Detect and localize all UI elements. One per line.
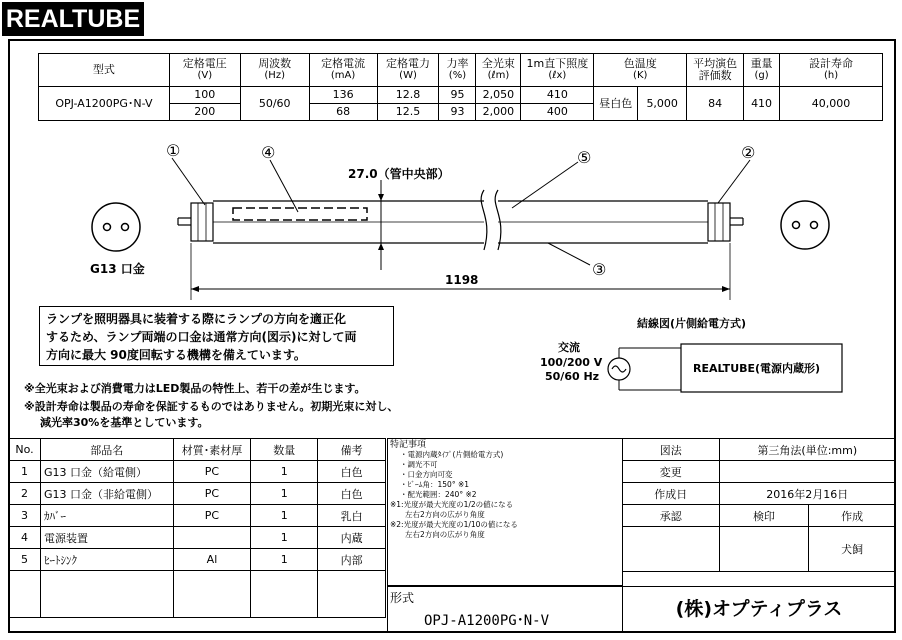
device-label: REALTUBE(電源内蔵形)	[693, 362, 821, 375]
right-cap	[708, 203, 730, 241]
spec-weight: 410	[744, 87, 780, 121]
model-box-label: 形式	[390, 591, 415, 605]
spec-cri: 84	[687, 87, 744, 121]
table-row: 1 G13 口金（給電側） PC 1 白色	[9, 461, 386, 483]
wiring-title: 結線図(片側給電方式)	[637, 317, 747, 330]
note-line-2: するため、ランプ両端の口金は通常方向(図示)に対して両	[46, 330, 357, 344]
spec-header-power: 定格電力 (W)	[377, 54, 439, 87]
note-line-3: 方向に最大 90度回転する機構を備えています。	[46, 348, 306, 362]
left-pin-icon	[104, 224, 111, 231]
list-item: ・電源内蔵ﾀｲﾌﾟ(片側給電方式)	[400, 450, 504, 459]
power-unit-outline	[233, 208, 367, 220]
rotation-note-box	[39, 306, 394, 366]
footnote-2: ※設計寿命は製品の寿命を保証するものではありません。初期光束に対し、	[24, 400, 399, 413]
spec-header-frequency: 周波数 (Hz)	[240, 54, 309, 87]
footnote-3: 減光率30%を基準としています。	[40, 416, 209, 429]
right-pin-icon-2	[811, 222, 818, 229]
change-label: 変更	[623, 461, 720, 483]
parts-header-qty: 数量	[251, 439, 318, 461]
model-box-value: OPJ-A1200PG･N-V	[424, 613, 550, 629]
spec-flux-2: 2,000	[476, 104, 521, 121]
footnote-1: ※全光束および消費電力はLED製品の特性上、若干の差が生じます。	[24, 382, 366, 395]
left-cap	[191, 203, 213, 241]
table-row: 5 ﾋｰﾄｼﾝｸ Al 1 内部	[9, 549, 386, 571]
callout-5: ⑤	[577, 148, 592, 167]
spec-voltage-1: 100	[169, 87, 240, 104]
list-item: ・配光範囲：240° ※2	[400, 490, 477, 499]
spec-current-2: 68	[309, 104, 377, 121]
create-label: 作成	[809, 505, 896, 527]
spec-color-temp: 5,000	[638, 87, 687, 121]
base-label: G13 口金	[90, 262, 145, 276]
parts-header-no: No.	[9, 439, 41, 461]
left-base-end-view	[92, 203, 140, 251]
date-value: 2016年2月16日	[719, 483, 895, 505]
spec-power-1: 12.8	[377, 87, 439, 104]
date-label: 作成日	[623, 483, 720, 505]
ac-frequency: 50/60 Hz	[545, 370, 600, 383]
realtube-logo: REALTUBE	[2, 2, 144, 36]
right-pin-icon	[793, 222, 800, 229]
note-line-1: ランプを照明器具に装着する際にランプの方向を適正化	[46, 312, 347, 326]
model-box	[387, 586, 623, 633]
spec-header-cri: 平均演色 評価数	[687, 54, 744, 87]
creator-name: 犬飼	[809, 527, 896, 572]
parts-table	[8, 438, 386, 618]
callout-3: ③	[592, 260, 607, 279]
callout-1: ①	[166, 141, 181, 160]
spec-header-life: 設計寿命 (h)	[780, 54, 883, 87]
spec-header-voltage: 定格電圧 (V)	[169, 54, 240, 87]
table-row: 3 ｶﾊﾞｰ PC 1 乳白	[9, 505, 386, 527]
projection-value: 第三角法(単位:mm)	[719, 439, 895, 461]
spec-color-name: 昼白色	[594, 87, 638, 121]
ac-label: 交流	[558, 341, 580, 354]
callout-4: ④	[261, 143, 276, 162]
spec-life: 40,000	[780, 87, 883, 121]
spec-current-1: 136	[309, 87, 377, 104]
spec-header-model: 型式	[39, 54, 170, 87]
spec-header-flux: 全光束 (ℓm)	[476, 54, 521, 87]
list-item: 左右2方向の広がり角度	[390, 530, 485, 539]
inspect-label: 検印	[719, 505, 809, 527]
parts-header-name: 部品名	[40, 439, 173, 461]
spec-power-2: 12.5	[377, 104, 439, 121]
spec-header-current: 定格電流 (mA)	[309, 54, 377, 87]
special-notes	[387, 438, 623, 586]
spec-lux-2: 400	[521, 104, 594, 121]
parts-header-row	[9, 439, 386, 461]
list-item: ・調光不可	[400, 460, 438, 469]
list-item: ・ﾋﾞｰﾑ角：150° ※1	[400, 480, 470, 489]
left-pin-icon-2	[122, 224, 129, 231]
projection-label: 図法	[623, 439, 720, 461]
spec-model: OPJ-A1200PG･N-V	[39, 87, 170, 121]
spec-lux-1: 410	[521, 87, 594, 104]
spec-header-pf: 力率 (%)	[439, 54, 476, 87]
parts-header-material: 材質･素材厚	[173, 439, 251, 461]
title-block-table	[622, 438, 896, 572]
spec-flux-1: 2,050	[476, 87, 521, 104]
length-label: 1198	[445, 273, 479, 287]
approve-label: 承認	[623, 505, 720, 527]
company-name: (株)オプティプラス	[622, 586, 896, 633]
list-item: ・口金方向可変	[400, 470, 453, 479]
spec-pf-2: 93	[439, 104, 476, 121]
right-base-end-view	[781, 201, 829, 249]
diameter-label: 27.0（管中央部）	[348, 167, 450, 181]
table-row: 4 電源装置 1 内蔵	[9, 527, 386, 549]
list-item: 左右2方向の広がり角度	[390, 510, 485, 519]
table-row: 2 G13 口金（非給電側） PC 1 白色	[9, 483, 386, 505]
break-mark	[481, 190, 487, 250]
spec-voltage-2: 200	[169, 104, 240, 121]
spec-frequency: 50/60	[240, 87, 309, 121]
ac-voltage: 100/200 V	[540, 356, 603, 369]
parts-header-note: 備考	[318, 439, 386, 461]
table-row	[9, 571, 386, 618]
break-mark-2	[495, 190, 501, 250]
list-item: ※1:光度が最大光度の1/2の値になる	[390, 500, 514, 509]
list-item: ※2:光度が最大光度の1/10の値になる	[390, 520, 518, 529]
special-notes-title: 特記事項	[390, 440, 427, 450]
spec-header-lux: 1m直下照度 (ℓx)	[521, 54, 594, 87]
spec-header-weight: 重量 (g)	[744, 54, 780, 87]
callout-2: ②	[741, 143, 756, 162]
spec-header-color-temp: 色温度 (K)	[594, 54, 687, 87]
spec-pf-1: 95	[439, 87, 476, 104]
